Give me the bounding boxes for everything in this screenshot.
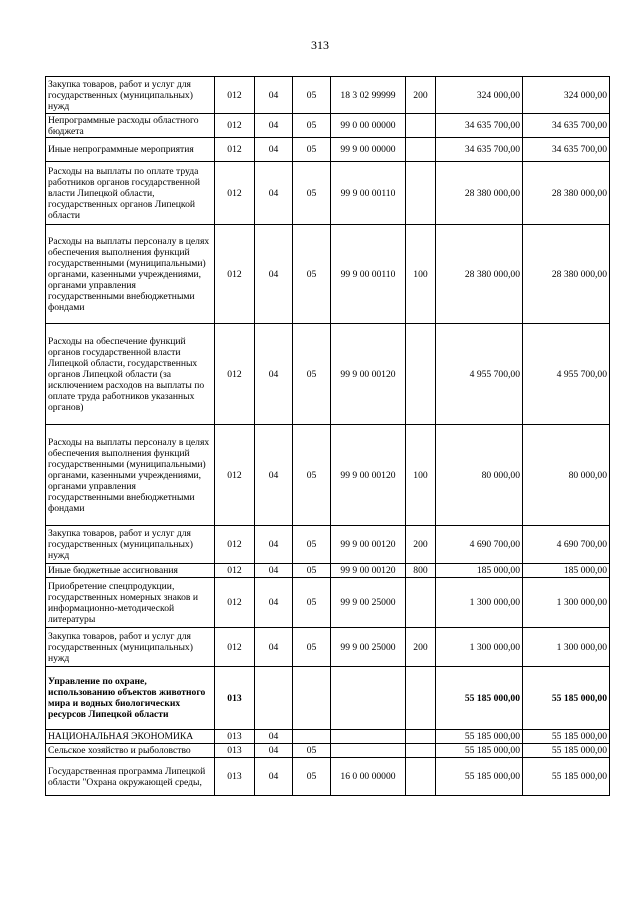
amount-2: 28 380 000,00 [523,162,610,225]
target-article-code: 16 0 00 00000 [331,758,406,796]
amount-1: 55 185 000,00 [436,730,523,744]
expense-type-code [406,667,436,730]
amount-1: 1 300 000,00 [436,578,523,628]
row-name: Расходы на выплаты персоналу в целях обеспечения выполнения функций государственными (муниципальными) органами, казенными учреждениями, органами управления государственными внебюджетными фондами [46,225,215,324]
amount-1: 55 185 000,00 [436,744,523,758]
section-code: 04 [255,114,293,138]
subsection-code: 05 [293,324,331,425]
table-row [46,526,610,564]
amount-1: 34 635 700,00 [436,114,523,138]
expense-type-code: 200 [406,526,436,564]
admin-code: 013 [215,758,255,796]
section-code: 04 [255,162,293,225]
row-name: Закупка товаров, работ и услуг для государственных (муниципальных) нужд [46,628,215,667]
expense-type-code: 200 [406,628,436,667]
target-article-code: 99 9 00 25000 [331,628,406,667]
target-article-code: 99 9 00 00120 [331,526,406,564]
subsection-code: 05 [293,578,331,628]
row-name: Непрограммные расходы областного бюджета [46,114,215,138]
target-article-code: 99 9 00 00110 [331,162,406,225]
section-code: 04 [255,225,293,324]
expense-type-code: 800 [406,564,436,578]
subsection-code [293,667,331,730]
subsection-code: 05 [293,162,331,225]
admin-code: 012 [215,77,255,114]
expense-type-code [406,578,436,628]
table-row [46,667,610,730]
admin-code: 012 [215,225,255,324]
target-article-code: 99 9 00 00110 [331,225,406,324]
section-code: 04 [255,526,293,564]
subsection-code: 05 [293,526,331,564]
table-row [46,628,610,667]
amount-2: 1 300 000,00 [523,578,610,628]
admin-code: 012 [215,425,255,526]
target-article-code: 99 9 00 00120 [331,324,406,425]
table-row [46,578,610,628]
expense-type-code [406,730,436,744]
row-name: Иные непрограммные мероприятия [46,138,215,162]
table-row [46,744,610,758]
amount-1: 324 000,00 [436,77,523,114]
amount-2: 185 000,00 [523,564,610,578]
target-article-code: 18 3 02 99999 [331,77,406,114]
row-name: Приобретение спецпродукции, государственных номерных знаков и информационно-методической литературы [46,578,215,628]
amount-2: 34 635 700,00 [523,138,610,162]
table-row [46,564,610,578]
table-row [46,758,610,796]
row-name: НАЦИОНАЛЬНАЯ ЭКОНОМИКА [46,730,215,744]
amount-1: 1 300 000,00 [436,628,523,667]
amount-2: 4 690 700,00 [523,526,610,564]
amount-2: 1 300 000,00 [523,628,610,667]
section-code: 04 [255,758,293,796]
target-article-code: 99 9 00 00120 [331,564,406,578]
admin-code: 012 [215,114,255,138]
amount-2: 28 380 000,00 [523,225,610,324]
expense-type-code [406,324,436,425]
table-row [46,162,610,225]
table-row [46,225,610,324]
row-name: Расходы на обеспечение функций органов государственной власти Липецкой области, государственных органов Липецкой области (за исключением расходов на выплаты по оплате труда работников указанных органов) [46,324,215,425]
section-code: 04 [255,77,293,114]
subsection-code: 05 [293,77,331,114]
subsection-code: 05 [293,758,331,796]
section-code: 04 [255,425,293,526]
table-row [46,425,610,526]
section-code: 04 [255,730,293,744]
amount-1: 80 000,00 [436,425,523,526]
admin-code: 013 [215,730,255,744]
amount-2: 34 635 700,00 [523,114,610,138]
admin-code: 012 [215,526,255,564]
target-article-code: 99 0 00 00000 [331,114,406,138]
amount-2: 80 000,00 [523,425,610,526]
expense-type-code [406,162,436,225]
target-article-code: 99 9 00 00000 [331,138,406,162]
row-name: Иные бюджетные ассигнования [46,564,215,578]
section-code: 04 [255,628,293,667]
target-article-code [331,744,406,758]
row-name: Расходы на выплаты по оплате труда работников органов государственной власти Липецкой области, государственных органов Липецкой области [46,162,215,225]
admin-code: 012 [215,578,255,628]
subsection-code: 05 [293,628,331,667]
row-name: Государственная программа Липецкой области "Охрана окружающей среды, [46,758,215,796]
budget-table [45,76,610,796]
section-code [255,667,293,730]
row-name: Сельское хозяйство и рыболовство [46,744,215,758]
row-name: Управление по охране, использованию объектов животного мира и водных биологических ресурсов Липецкой области [46,667,215,730]
section-code: 04 [255,324,293,425]
amount-1: 28 380 000,00 [436,162,523,225]
admin-code: 013 [215,744,255,758]
amount-1: 4 955 700,00 [436,324,523,425]
target-article-code [331,730,406,744]
page-number: 313 [311,38,329,52]
table-row [46,114,610,138]
subsection-code: 05 [293,114,331,138]
row-name: Закупка товаров, работ и услуг для государственных (муниципальных) нужд [46,77,215,114]
amount-1: 28 380 000,00 [436,225,523,324]
subsection-code: 05 [293,138,331,162]
admin-code: 012 [215,324,255,425]
amount-2: 55 185 000,00 [523,667,610,730]
table-row [46,77,610,114]
subsection-code: 05 [293,564,331,578]
table-row [46,138,610,162]
amount-1: 34 635 700,00 [436,138,523,162]
amount-1: 55 185 000,00 [436,758,523,796]
expense-type-code [406,138,436,162]
admin-code: 013 [215,667,255,730]
section-code: 04 [255,564,293,578]
expense-type-code [406,744,436,758]
subsection-code: 05 [293,425,331,526]
section-code: 04 [255,744,293,758]
subsection-code: 05 [293,744,331,758]
section-code: 04 [255,138,293,162]
budget-table-body [46,77,610,796]
admin-code: 012 [215,138,255,162]
target-article-code [331,667,406,730]
table-row [46,730,610,744]
section-code: 04 [255,578,293,628]
target-article-code: 99 9 00 00120 [331,425,406,526]
admin-code: 012 [215,628,255,667]
expense-type-code: 100 [406,225,436,324]
admin-code: 012 [215,564,255,578]
table-row [46,324,610,425]
amount-2: 55 185 000,00 [523,758,610,796]
row-name: Закупка товаров, работ и услуг для государственных (муниципальных) нужд [46,526,215,564]
amount-2: 55 185 000,00 [523,744,610,758]
admin-code: 012 [215,162,255,225]
expense-type-code [406,758,436,796]
expense-type-code: 100 [406,425,436,526]
amount-2: 324 000,00 [523,77,610,114]
amount-1: 4 690 700,00 [436,526,523,564]
row-name: Расходы на выплаты персоналу в целях обеспечения выполнения функций государственными (муниципальными) органами, казенными учреждениями, органами управления государственными внебюджетными фондами [46,425,215,526]
subsection-code: 05 [293,225,331,324]
amount-2: 55 185 000,00 [523,730,610,744]
target-article-code: 99 9 00 25000 [331,578,406,628]
amount-2: 4 955 700,00 [523,324,610,425]
amount-1: 185 000,00 [436,564,523,578]
expense-type-code: 200 [406,77,436,114]
subsection-code [293,730,331,744]
expense-type-code [406,114,436,138]
amount-1: 55 185 000,00 [436,667,523,730]
